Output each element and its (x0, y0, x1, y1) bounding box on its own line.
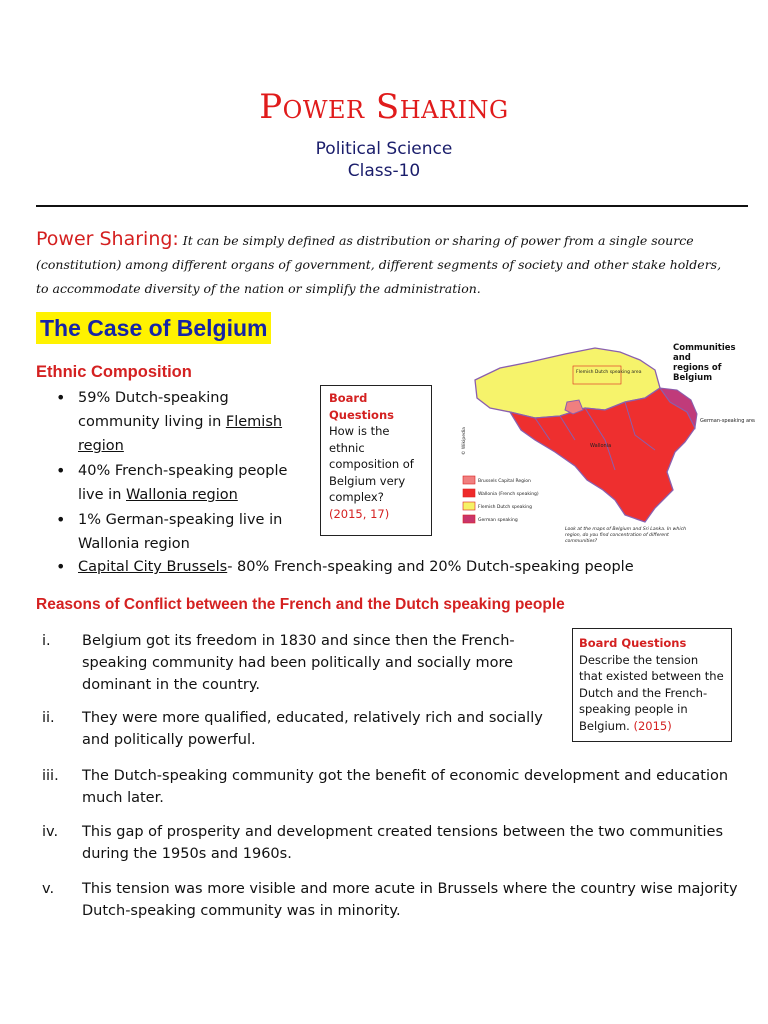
map-caption-line: regions of (673, 363, 722, 373)
map-caption-line: Communities (673, 343, 736, 353)
class-subtitle: Class-10 (347, 161, 421, 181)
list-item: • 59% Dutch-speaking community living in Flemish region (56, 386, 306, 458)
map-caption (673, 343, 736, 383)
map-caption-line: and (673, 353, 691, 363)
reason-text: This tension was more visible and more acute in Brussels where the country wise majority Dutch-speaking community was in minority. (82, 881, 738, 919)
board-questions-box-tension (572, 628, 732, 742)
legend-swatch (463, 489, 475, 497)
legend-swatch (463, 502, 475, 510)
reason-text: This gap of prosperity and development created tensions between the two communities during the 1950s and 1960s. (82, 824, 724, 862)
legend-swatch (463, 515, 475, 523)
reason-text: They were more qualified, educated, relatively rich and socially and politically powerful. (82, 710, 543, 748)
belgium-map-svg (455, 340, 755, 545)
board-question-text: How is the ethnic composition of Belgium very complex? (329, 424, 414, 504)
ethnic-composition-list (56, 386, 306, 557)
ethnic-composition-heading: Ethnic Composition (36, 363, 192, 381)
power-sharing-definition (36, 227, 736, 301)
reason-number: ii. (42, 710, 55, 726)
subject-subtitle: Political Science (315, 139, 453, 159)
capital-city-text: - 80% French-speaking and 20% Dutch-speaking people (227, 559, 634, 575)
reason-number: iii. (42, 768, 59, 784)
board-question-year: (2015) (633, 718, 672, 733)
map-note: Look at the maps of Belgium and Sri Lanka. In which region, do you find concentration of different communities? (565, 527, 687, 544)
legend-label: Wallonia (French speaking) (478, 492, 539, 497)
conflict-heading: Reasons of Conflict between the French and the Dutch speaking people (36, 596, 565, 613)
case-of-belgium-heading: The Case of Belgium (36, 312, 271, 344)
reason-text: Belgium got its freedom in 1830 and since then the French-speaking community had been politically and socially more dominant in the country. (82, 633, 515, 693)
capital-city-label: Capital City Brussels (78, 559, 228, 575)
wallonia-map-label: Wallonia (590, 443, 612, 449)
wallonia-region-link: Wallonia region (126, 487, 238, 503)
definition-term: Power Sharing: (36, 228, 179, 250)
board-question-year: (2015, 17) (329, 506, 390, 521)
german-map-label: German-speaking area (700, 418, 755, 424)
capital-brussels-item (56, 556, 756, 578)
reason-number: i. (42, 633, 51, 649)
map-caption-line: Belgium (673, 373, 713, 383)
map-side-label: © Wikipedia (462, 427, 467, 455)
board-questions-box-ethnic (320, 385, 432, 536)
board-questions-title: Board Questions (579, 636, 687, 650)
reason-number: iv. (42, 824, 59, 840)
reason-text: The Dutch-speaking community got the benefit of economic development and education much later. (82, 768, 729, 806)
list-item: • 40% French-speaking people live in Wallonia region (56, 459, 306, 507)
legend-label: Flemish Dutch speaking (478, 505, 532, 510)
list-item: • 1% German-speaking live in Wallonia region (56, 508, 306, 556)
legend-label: Brussels Capital Region (478, 479, 531, 484)
belgium-map (455, 340, 755, 545)
map-legend (463, 476, 539, 523)
legend-swatch (463, 476, 475, 484)
definition-text: It can be simply defined as distribution or sharing of power from a single source (constitution) among different organs of government, different segments of society and other stake holders, to accommodate diversity of the nation or simplify the administration. (36, 233, 722, 296)
legend-label: German speaking (478, 518, 518, 523)
flemish-map-label: Flemish Dutch speaking area (576, 370, 642, 375)
board-question-text: Describe the tension that existed between the Dutch and the French-speaking people in Belgium. (579, 652, 724, 733)
flemish-region-link: Flemish region (78, 414, 283, 454)
page-title: Power Sharing (259, 87, 509, 127)
header-divider (36, 205, 748, 207)
reason-number: v. (42, 881, 55, 897)
board-questions-title: Board Questions (329, 391, 394, 422)
